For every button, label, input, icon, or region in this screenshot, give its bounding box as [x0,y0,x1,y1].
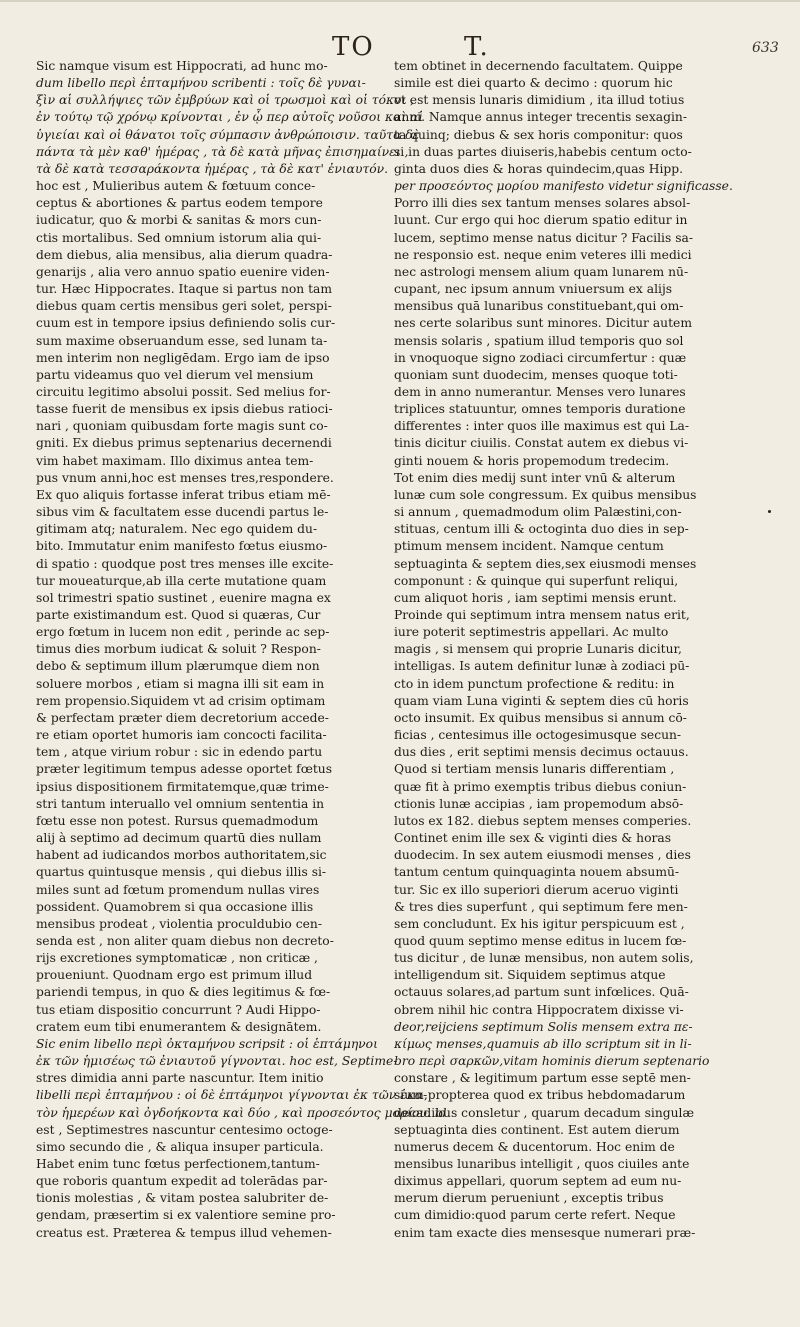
text-line: septuaginta & septem dies,sex eiusmodi menses [394,556,697,571]
text-line: luunt. Cur ergo qui hoc dierum spatio editur in [394,213,688,228]
text-line: ceptus & abortiones & partus eodem tempore [36,196,323,211]
text-line: tur moueaturque,ab illa certe mutatione quam [36,573,327,588]
text-line: men interim non negligēdam. Ergo iam de ipso [36,350,330,365]
text-line: ὑγιείαι καὶ οἱ θάνατοι τοῖς σύμπασιν ἀνθρώποισιν. ταῦτα δὲ [36,127,420,142]
scan-edge [0,0,800,2]
running-head-left: TO [332,32,375,62]
text-line: si in duas partes diuiseris,habebis centum octo- [394,144,692,159]
text-line: ne responsio est. neque enim veteres illi medici [394,247,692,262]
text-line: dus dies , erit septimi mensis decimus octauus. [394,745,689,760]
text-line: præter legitimum tempus adesse oportet fœtus [36,762,333,777]
text-line: triplices statuuntur, omnes temporis duratione [394,402,686,417]
text-line: gniti. Ex diebus primus septenarius decernendi [36,436,332,451]
text-line: quæ fit à primo exemptis tribus diebus coniun- [394,779,687,794]
text-line: circuitu legitimo absolui possit. Sed melius for- [36,384,331,399]
text-line: sum maxime obseruandum esse, sed lunam ta- [36,333,328,348]
text-line: ἐν τούτῳ τῷ χρόνῳ κρίνονται , ἐν ᾧ περ αὐτοῖς νοῦσοι καὶ αἱ [36,110,424,125]
text-line: ctis mortalibus. Sed omnium istorum alia qui- [36,230,322,245]
text-line: cratem eum tibi enumerantem & designātem. [36,1019,322,1034]
text-line: bro περὶ σαρκῶν,vitam hominis dierum septenario [394,1054,710,1069]
text-line: miles sunt ad fœtum promendum nullas vires [36,882,320,897]
text-line: stres dimidia anni parte nascuntur. Item initio [36,1071,324,1086]
text-line: stri tantum interuallo vel omnium sententia in [36,796,325,811]
text-line: diximus appellari, quorum septem ad eum nu- [394,1174,682,1189]
text-line: partu videamus quo vel dierum vel mensium [36,367,314,382]
text-line: Quod si tertiam mensis lunaris differentiam , [394,762,675,777]
text-line: creatus est. Præterea & tempus illud vehemen- [36,1225,332,1240]
text-line: constare , & legitimum partum esse septē men- [394,1071,691,1086]
text-line: intelligas. Is autem definitur lunæ à zodiaci pū- [394,659,690,674]
text-line: diebus quam certis mensibus geri solet, perspi- [36,299,332,314]
text-line: quod quum septimo mense editus in lucem fœ- [394,933,687,948]
text-line: obrem nihil hic contra Hippocratem dixisse vi- [394,1002,684,1017]
text-line: vt est mensis lunaris dimidium , ita illud totius [394,93,685,108]
text-line: Porro illi dies sex tantum menses solares absol- [394,196,691,211]
text-line: dem diebus, alia mensibus, alia dierum quadra- [36,247,333,262]
text-line: τὰ δὲ κατὰ τεσσαράκοντα ἡμέρας , τὰ δὲ κατ' ἐνιαυτόν. [36,161,389,176]
text-line: si annum , quemadmodum olim Palæstini,con- [394,505,682,520]
text-line: intelligendum sit. Siquidem septimus atque [394,968,666,983]
text-line: Habet enim tunc fœtus perfectionem,tantum- [36,1157,320,1171]
text-line: deor,reijciens septimum Solis mensem extra πε- [394,1019,693,1034]
text-line: quoniam sunt duodecim, menses quoque toti- [394,367,678,382]
text-line: lucem, septimo mense natus dicitur ? Facilis sa- [394,230,693,245]
text-line: sem concludunt. Ex his igitur perspicuum est , [394,916,685,931]
text-line: mensibus lunaribus intelligit , quos ciuiles ante [394,1157,690,1171]
text-line: nari , quoniam quibusdam forte magis sunt co- [36,419,328,434]
text-line: componunt : & quinque qui superfunt reliqui, [394,573,679,588]
text-line: pus vnum anni,hoc est menses tres,respondere. [36,470,334,485]
text-line: ipsius dispositionem firmitatemque,quæ trime- [36,779,329,794]
text-line: Tot enim dies medij sunt inter vnū & alterum [394,470,676,485]
text-line: iure poterit septimestris appellari. Ac multo [394,625,669,640]
text-line: cum aliquot horis , iam septimi mensis erunt. [394,590,677,605]
text-line: quam viam Luna viginti & septem dies cū horis [394,693,689,708]
text-line: gendam, præsertim si ex valentiore semine pro- [36,1208,336,1223]
text-line: cupant, nec ipsum annum vniuersum ex alijs [394,282,673,297]
text-line: decadibus consletur , quarum decadum singulæ [394,1105,695,1120]
text-line: ginta duos dies & horas quindecim,quas Hipp. [394,161,684,176]
text-line: ξὶν αἱ συλλήψιες τῶν ἐμβρύων καὶ οἱ τρωσμοὶ καὶ οἱ τόκοι , [36,93,415,108]
text-line: gitimam atq; naturalem. Nec ego quidem du- [36,522,318,537]
text-line: dum libello περὶ ἑπταμήνου scribenti : τοῖς δὲ γυναι- [36,76,366,91]
text-line: tem obtinet in decernendo facultatem. Quippe [394,59,683,73]
text-line: genarijs , alia vero annuo spatio euenire viden- [36,264,330,279]
text-line: ta quinq; diebus & sex horis componitur: quos [394,127,683,142]
text-line: anni. Namque annus integer trecentis sexagin- [394,110,687,125]
text-line: tur. Sic ex illo superiori dierum aceruo viginti [394,882,679,897]
text-line: possident. Quamobrem si qua occasione illis [36,899,314,914]
text-line: cum dimidio:quod parum certe refert. Neque [394,1208,676,1223]
text-line: in vnoquoque signo zodiaci circumfertur : quæ [394,350,687,365]
text-line: lunæ cum sole congressum. Ex quibus mensibus [394,487,697,502]
text-line: septuaginta dies continent. Est autem dierum [394,1122,680,1137]
text-line: ficias , centesimus ille octogesimusque secun- [394,728,682,743]
text-line: octo insumit. Ex quibus mensibus si annum cō- [394,710,687,725]
text-line: bito. Immutatur enim manifesto fœtus eiusmo- [36,539,328,554]
text-line: tasse fuerit de mensibus ex ipsis diebus ratioci- [36,402,333,417]
text-line: per προσεόντος μορίου manifesto videtur significasse. [394,179,733,194]
text-line: tus dicitur , de lunæ mensibus, non autem solis, [394,951,694,966]
text-line: que roboris quantum expedit ad tolerādas par- [36,1174,328,1189]
text-line: cto in idem punctum profectione & reditu: in [394,676,675,691]
text-line: sibus vim & facultatem esse ducendi partus le- [36,505,329,520]
text-line: ergo fœtum in lucem non edit , perinde ac sep- [36,625,330,640]
text-line: tur. Hæc Hippocrates. Itaque si partus non tam [36,282,333,297]
text-line: octauus solares,ad partum sunt infœlices. Quā- [394,985,689,1000]
page-number: 633 [752,40,779,56]
text-line: vim habet maximam. Illo diximus antea tem- [36,453,314,468]
text-line: Sic enim libello περὶ ὀκταμήνου scripsit : οἱ ἑπτάμηνοι [36,1036,378,1051]
text-line: ptimum mensem incident. Namque centum [394,539,664,554]
text-line: tionis molestias , & vitam postea salubriter de- [36,1191,329,1206]
text-line: duodecim. In sex autem eiusmodi menses , dies [394,848,691,863]
text-line: timus dies morbum iudicat & soluit ? Respon- [36,642,321,657]
text-line: pariendi tempus, in quo & dies legitimus & fœ- [36,985,331,1000]
text-line: nes certe solaribus sunt minores. Dicitur autem [394,316,692,331]
running-head-mid: T. [464,32,490,62]
text-line: re etiam oportet humoris iam concocti facilita- [36,728,327,743]
text-line: rem propensio.Siquidem vt ad crisim optimam [36,693,326,708]
text-line: nec astrologi mensem alium quam lunarem nū- [394,264,689,279]
text-line: fœtu esse non potest. Rursus quemadmodum [36,813,319,828]
text-line: senda est , non aliter quam diebus non decreto- [36,933,334,948]
text-line: ctionis lunæ accipias , iam propemodum absō- [394,796,684,811]
text-line: mensis solaris , spatium illud temporis quo sol [394,333,684,348]
text-line: stituas, centum illi & octoginta duo dies in sep- [394,522,689,537]
text-line: simile est diei quarto & decimo : quorum hic [394,76,673,91]
text-line: κίμως menses,quamuis ab illo scriptum sit in li- [394,1036,692,1051]
text-line: est , Septimestres nascuntur centesimo octoge- [36,1122,333,1137]
text-line: Continet enim ille sex & viginti dies & horas [394,831,672,846]
text-line: Ex quo aliquis fortasse inferat tribus etiam mē- [36,487,331,502]
text-line: ginti nouem & horis propemodum tredecim. [394,453,670,468]
text-line: alij à septimo ad decimum quartū dies nullam [36,831,322,846]
text-line: τὸν ἡμερέων καὶ ὀγδοήκοντα καὶ δύο , καὶ προσεόντος μορίου. id [36,1105,447,1120]
text-line: quartus quintusque mensis , qui diebus illis si- [36,865,327,880]
text-line: & tres dies superfunt , qui septimum fere men- [394,899,688,914]
text-line: soluere morbos , etiam si magna illi sit eam in [36,676,325,691]
text-line: sol trimestri spatio sustinet , euenire magna ex [36,590,331,605]
text-line: tem , atque virium robur : sic in edendo partu [36,745,323,760]
text-line: di spatio : quodque post tres menses ille excite- [36,556,334,571]
ink-speck [768,510,771,513]
text-line: tinis dicitur ciuilis. Constat autem ex diebus vi- [394,436,689,451]
text-line: Sic namque visum est Hippocrati, ad hunc mo- [36,59,328,73]
text-line: parte existimandum est. Quod si quæras, Cur [36,608,321,622]
text-line: dem in anno numerantur. Menses vero lunares [394,384,686,399]
text-line: habent ad iudicandos morbos authoritatem,sic [36,848,327,863]
text-line: enim tam exacte dies mensesque numerari præ- [394,1225,696,1240]
text-line: numerus decem & ducentorum. Hoc enim de [394,1139,675,1154]
text-line: sium,propterea quod ex tribus hebdomadarum [394,1088,686,1103]
text-line: πάντα τὰ μὲν καθ' ἡμέρας , τὰ δὲ κατὰ μῆνας ἐπισημαίνει , [36,144,409,159]
text-line: debo & septimum illum plærumque diem non [36,659,320,674]
text-line: lutos ex 182. diebus septem menses comperies. [394,813,692,828]
text-line: hoc est , Mulieribus autem & fœtuum conce- [36,179,316,194]
text-line: differentes : inter quos ille maximus est qui La- [394,419,690,434]
text-line: mensibus quā lunaribus constituebant,qui om- [394,299,684,314]
text-line: proueniunt. Quodnam ergo est primum illud [36,968,313,983]
text-line: iudicatur, quo & morbi & sanitas & mors cun- [36,213,322,228]
text-line: cuum est in tempore ipsius definiendo solis cur- [36,316,336,331]
text-line: tus etiam dispositio concurrunt ? Audi Hippo- [36,1002,321,1017]
text-line: mensibus prodeat , violentia proculdubio cen- [36,916,322,931]
left-text-column [36,58,447,1242]
text-line: libelli περὶ ἑπταμήνου : οἱ δὲ ἑπτάμηνοι γίγνονται ἐκ τῶν ἑκα- [36,1088,428,1103]
right-text-column [394,58,746,1242]
text-line: magis , si mensem qui proprie Lunaris dicitur, [394,642,682,657]
text-line: tantum centum quinquaginta nouem absumū- [394,865,680,880]
text-line: ἐκ τῶν ἡμισέως τῶ ἐνιαυτοῦ γίγνονται. hoc est, Septime- [36,1054,398,1069]
text-line: & perfectam præter diem decretorium accede- [36,710,329,725]
text-line: simo secundo die , & aliqua insuper particula. [36,1139,324,1154]
text-line: merum dierum perueniunt , exceptis tribus [394,1191,664,1206]
text-line: rijs excretiones symptomaticæ , non criticæ , [36,951,318,966]
text-line: Proinde qui septimum intra mensem natus erit, [394,608,690,622]
